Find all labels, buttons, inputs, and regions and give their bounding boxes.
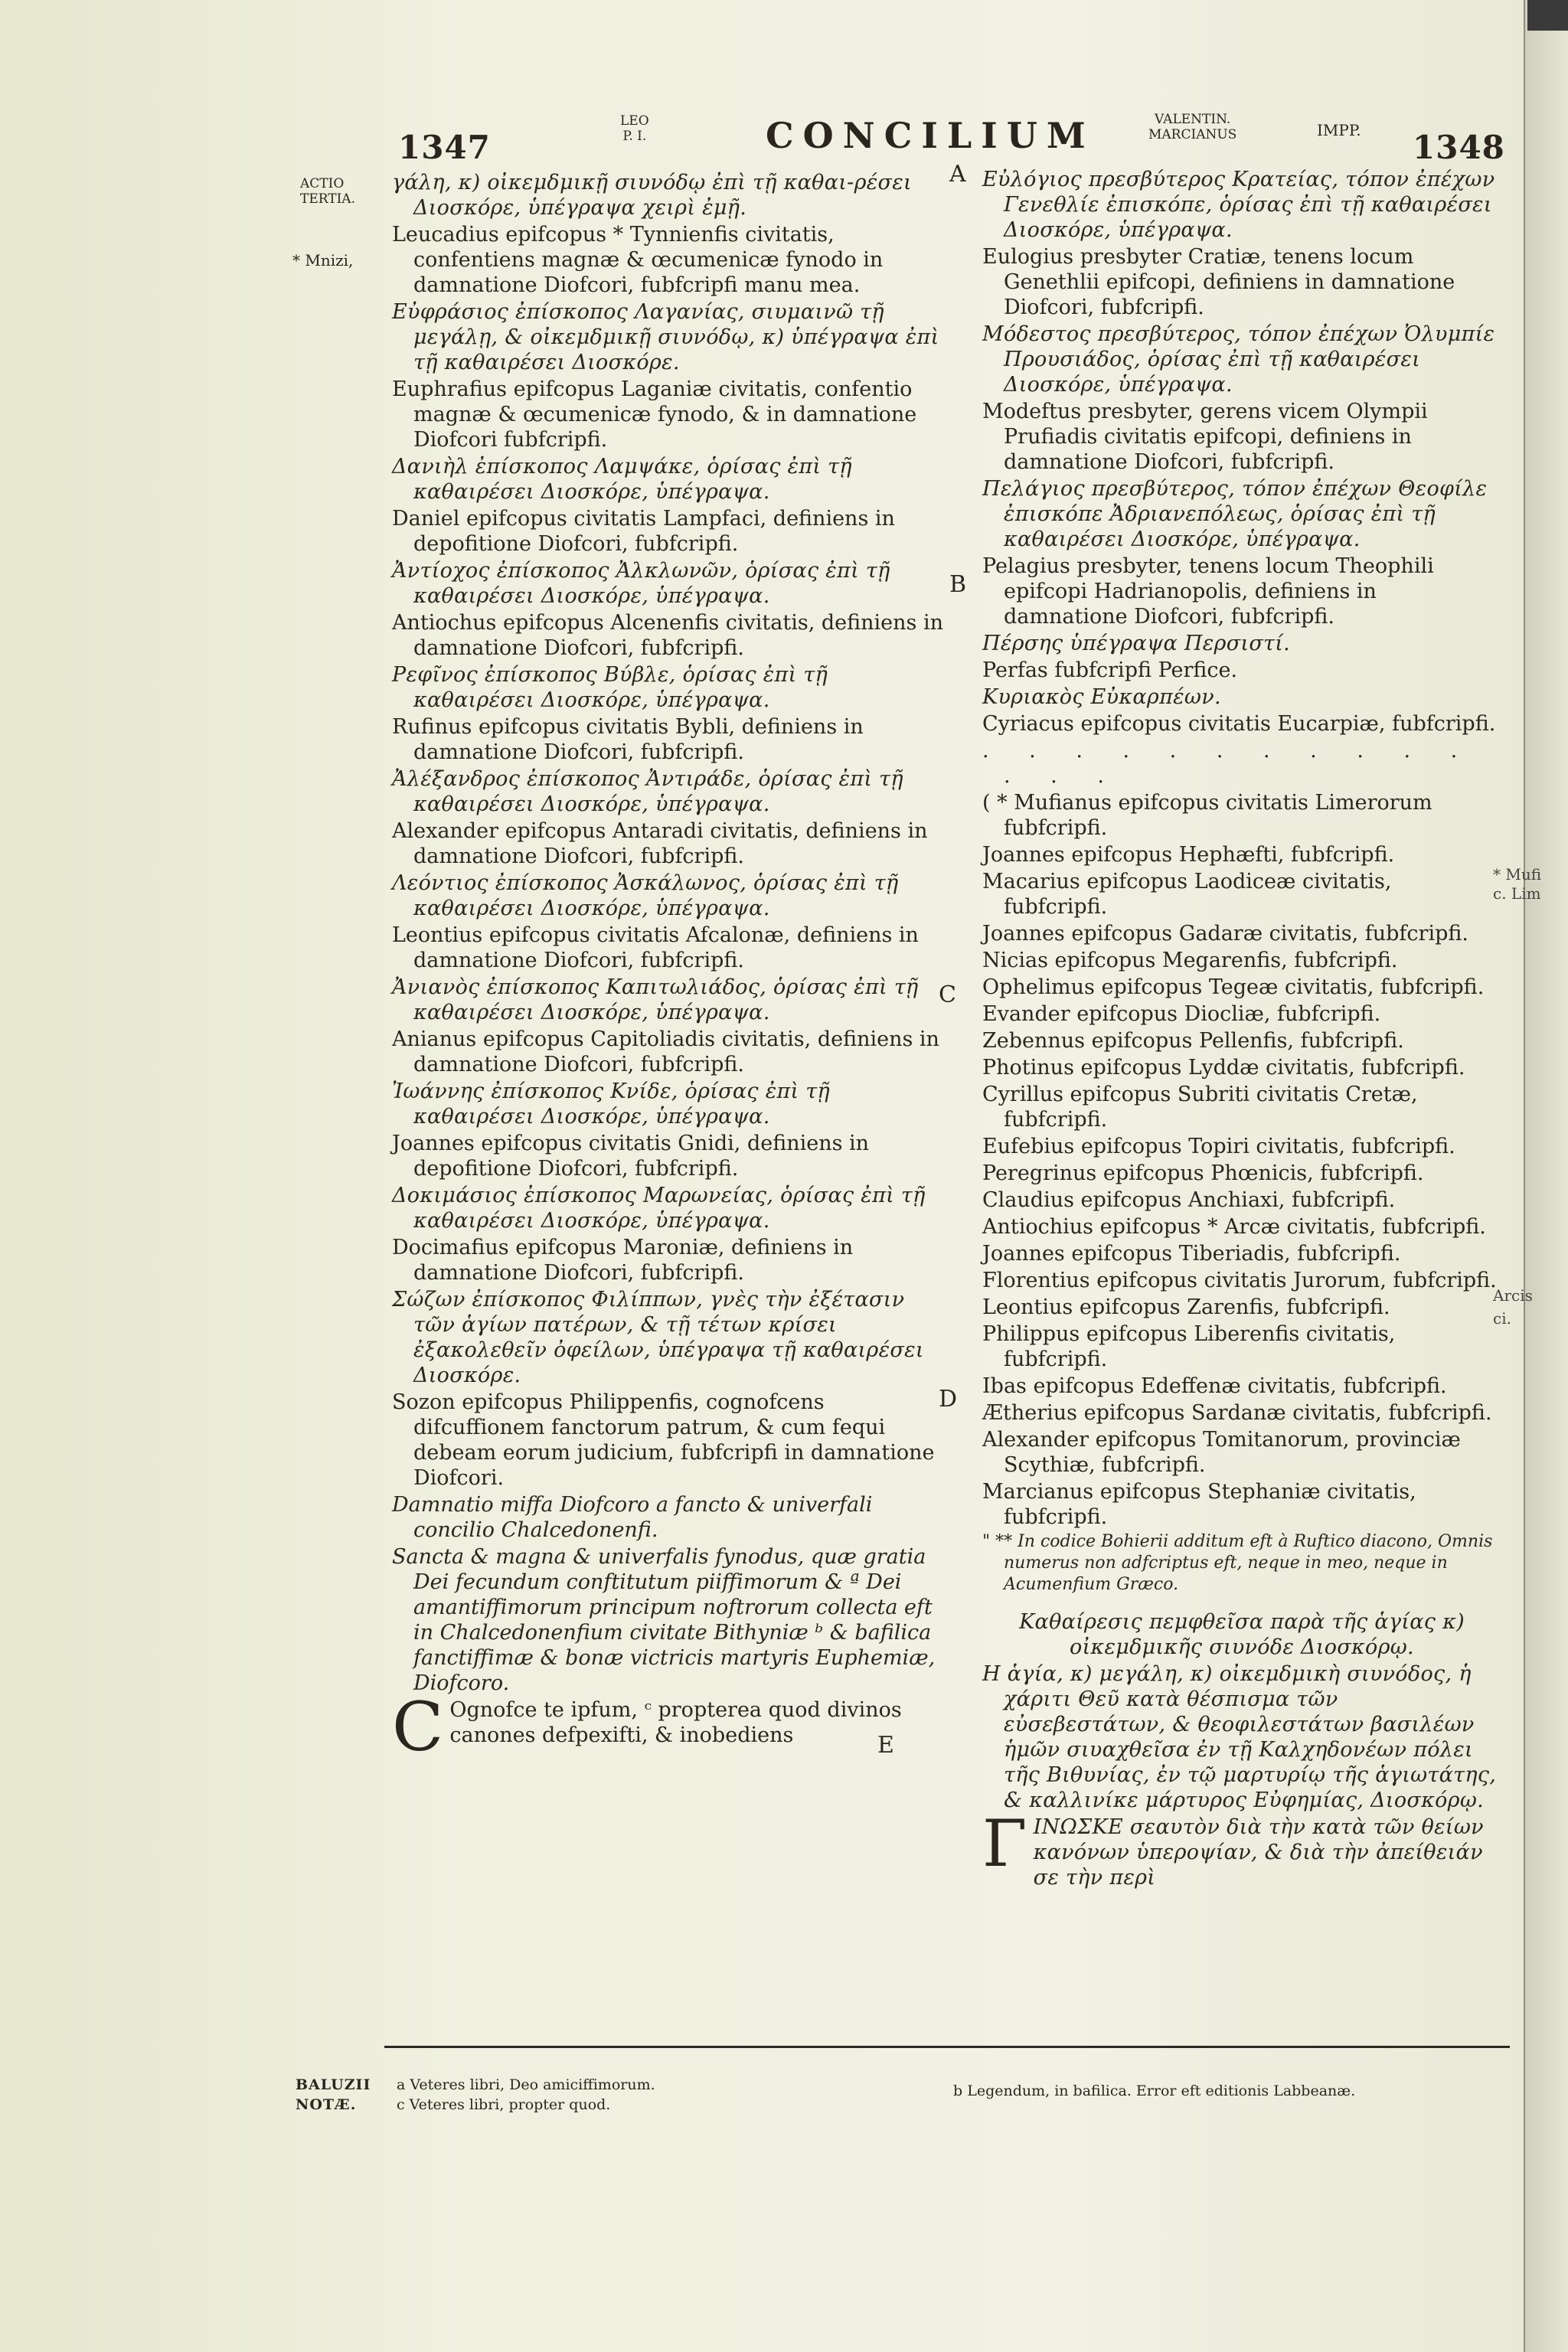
footnote-a: a Veteres libri, Deo amiciffimorum. bbox=[397, 2076, 655, 2093]
header-note-left-top: LEO bbox=[620, 113, 649, 129]
paragraph: γάλη, κ) οἰκεμδμικῇ σιυνόδῳ ἐπὶ τῇ καθαι-ρέσει Διοσκόρε, ὑπέγραψα χειρὶ ἐμῇ. bbox=[392, 171, 912, 220]
paragraph: Πέρσης ὑπέγραψα Περσιστί. bbox=[982, 632, 1291, 655]
paragraph: Perfas fubfcripfi Perfice. bbox=[982, 658, 1238, 682]
header-note-right-top: VALENTIN. bbox=[1155, 112, 1231, 127]
drop-cap: C bbox=[392, 1687, 444, 1766]
paragraph: Zebennus epifcopus Pellenfis, fubfcripfi. bbox=[982, 1029, 1404, 1053]
paragraph: Docimafius epifcopus Maroniæ, definiens in damnatione Diofcori, fubfcripfi. bbox=[392, 1236, 854, 1285]
paragraph: Florentius epifcopus civitatis Jurorum, fubfcripfi. bbox=[982, 1269, 1497, 1292]
paragraph: Leontius epifcopus civitatis Afcalonæ, definiens in damnatione Diofcori, fubfcripfi. bbox=[392, 923, 919, 972]
paragraph: Ætherius epifcopus Sardanæ civitatis, fubfcripfi. bbox=[982, 1401, 1492, 1425]
paragraph: Macarius epifcopus Laodiceæ civitatis, fubfcripfi. bbox=[982, 870, 1392, 919]
omission-dots: . . . . . . . . . . . . . . bbox=[982, 739, 1475, 788]
footnote-label-bottom: NOTÆ. bbox=[296, 2096, 357, 2113]
paragraph: Photinus epifcopus Lyddæ civitatis, fubfcripfi. bbox=[982, 1056, 1465, 1080]
paragraph: Peregrinus epifcopus Phœnicis, fubfcripfi. bbox=[982, 1161, 1424, 1185]
footnote-rule bbox=[384, 2046, 1510, 2048]
margin-label-actio-bottom: TERTIA. bbox=[300, 191, 355, 207]
paragraph: Εὐφράσιος ἐπίσκοπος Λαγανίας, σιυμαινῶ τῇ μεγάλῃ, & οἰκεμδμικῇ σιυνόδῳ, κ) ὑπέγραψα ἐπὶ τῇ καθαιρέσει Διοσκόρε. bbox=[392, 300, 939, 374]
paragraph: Daniel epifcopus civitatis Lampfaci, definiens in depofitione Diofcori, fubfcripfi. bbox=[392, 507, 895, 556]
footnote-c: c Veteres libri, propter quod. bbox=[397, 2096, 611, 2113]
paragraph: Joannes epifcopus Gadaræ civitatis, fubfcripfi. bbox=[982, 922, 1468, 946]
paragraph: Eufebius epifcopus Topiri civitatis, fubfcripfi. bbox=[982, 1135, 1455, 1158]
section-letter-b: B bbox=[949, 571, 967, 598]
right-margin-note-1: * Mufi bbox=[1493, 865, 1542, 884]
footnote-b: b Legendum, in bafilica. Error eft editionis Labbeanæ. bbox=[953, 2082, 1356, 2099]
paragraph: Πελάγιος πρεσβύτερος, τόπον ἐπέχων Θεοφίλε ἐπισκόπε Ἀδριανεπόλεως, ὁρίσας ἐπὶ τῇ καθαιρέσει Διοσκόρε, ὑπέγραψα. bbox=[982, 477, 1488, 551]
margin-star-note: * Mnizi, bbox=[292, 251, 354, 270]
editorial-note: " ** In codice Bohierii additum eft à Ruftico diacono, Omnis numerus non adfcriptus eft, neque in meo, neque in Acumenfium Græco. bbox=[982, 1532, 1493, 1594]
header-note-right-bottom: MARCIANUS bbox=[1148, 127, 1237, 142]
paragraph: Alexander epifcopus Tomitanorum, provinciæ Scythiæ, fubfcripfi. bbox=[982, 1428, 1461, 1477]
margin-label-actio bbox=[300, 176, 355, 207]
greek-text bbox=[982, 1806, 1501, 1890]
footnote-label bbox=[296, 2075, 371, 2115]
header-note-left-bottom: P. I. bbox=[622, 129, 647, 144]
damnatio-address: Sancta & magna & univerfalis fynodus, quæ gratia Dei fecundum conftitutum piiffimorum & ª Dei amantiffimorum principum noftrorum collecta eft in Chalcedonenfium civitate Bithyniæ ᵇ & bafilica fanctiffimæ & bonæ victricis martyris Euphemiæ, Diofcoro. bbox=[392, 1545, 936, 1695]
paragraph: Evander epifcopus Diocliæ, fubfcripfi. bbox=[982, 1002, 1381, 1026]
greek-heading: Καθαίρεσις πεμφθεῖσα παρὰ τῆς ἁγίας κ) οἰκεμδμικῆς σιυνόδε Διοσκόρῳ. bbox=[1019, 1610, 1465, 1659]
page-number-left: 1347 bbox=[398, 129, 491, 166]
right-margin-note-4: ci. bbox=[1493, 1309, 1511, 1328]
paragraph: Alexander epifcopus Antaradi civitatis, definiens in damnatione Diofcori, fubfcripfi. bbox=[392, 819, 928, 868]
paragraph: Nicias epifcopus Megarenfis, fubfcripfi. bbox=[982, 949, 1398, 972]
section-letter-c: C bbox=[939, 982, 956, 1008]
drop-cap-greek: Γ bbox=[982, 1806, 1027, 1881]
paragraph: Ophelimus epifcopus Tegeæ civitatis, fubfcripfi. bbox=[982, 975, 1485, 999]
adjacent-page-edge bbox=[1524, 0, 1568, 2352]
paragraph: Leucadius epifcopus * Tynnienfis civitatis, confentiens magnæ & œcumenicæ fynodo in damnatione Diofcori, fubfcripfi manu mea. bbox=[392, 223, 884, 297]
paragraph: Philippus epifcopus Liberenfis civitatis, fubfcripfi. bbox=[982, 1322, 1396, 1371]
paragraph: Ἰωάννης ἐπίσκοπος Κνίδε, ὁρίσας ἐπὶ τῇ καθαιρέσει Διοσκόρε, ὑπέγραψα. bbox=[392, 1080, 831, 1129]
paragraph: Ἀντίοχος ἐπίσκοπος Ἀλκλωνῶν, ὁρίσας ἐπὶ τῇ καθαιρέσει Διοσκόρε, ὑπέγραψα. bbox=[392, 559, 890, 608]
right-margin-note-3: Arcis bbox=[1493, 1286, 1533, 1305]
scan-corner-shadow bbox=[1527, 0, 1568, 31]
footnotes-left bbox=[397, 2075, 655, 2115]
paragraph: ( * Mufianus epifcopus civitatis Limerorum fubfcripfi. bbox=[982, 791, 1432, 840]
paragraph: Modeftus presbyter, gerens vicem Olympii Prufiadis civitatis epifcopi, definiens in damnatione Diofcori, fubfcripfi. bbox=[982, 400, 1428, 474]
paragraph: Claudius epifcopus Anchiaxi, fubfcripfi. bbox=[982, 1188, 1396, 1212]
header-note-left bbox=[620, 113, 649, 144]
paragraph: Λεόντιος ἐπίσκοπος Ἀσκάλωνος, ὁρίσας ἐπὶ τῇ καθαιρέσει Διοσκόρε, ὑπέγραψα. bbox=[392, 871, 899, 920]
header-note-side: IMPP. bbox=[1317, 121, 1361, 139]
section-letter-d: D bbox=[939, 1386, 958, 1413]
paragraph: Joannes epifcopus civitatis Gnidi, definiens in depofitione Diofcori, fubfcripfi. bbox=[392, 1132, 870, 1181]
section-letter-e: E bbox=[877, 1732, 894, 1759]
damnatio-heading: Damnatio miffa Diofcoro a fancto & univerfali concilio Chalcedonenfi. bbox=[392, 1493, 873, 1542]
section-letter-a: A bbox=[949, 161, 966, 188]
paragraph: Ibas epifcopus Edeffenæ civitatis, fubfcripfi. bbox=[982, 1374, 1447, 1398]
paragraph: Antiochus epifcopus Alcenenfis civitatis, definiens in damnatione Diofcori, fubfcripfi. bbox=[392, 611, 944, 660]
greek-text-body: ΙΝΩΣΚΕ σεαυτὸν διὰ τὴν κατὰ τῶν θείων κανόνων ὑπεροψίαν, & διὰ τὴν ἀπείθειάν σε τὴν περὶ bbox=[1033, 1815, 1484, 1890]
damnatio-text bbox=[392, 1687, 945, 1766]
paragraph: Μόδεστος πρεσβύτερος, τόπον ἐπέχων Ὀλυμπίε Προυσιάδος, ὁρίσας ἐπὶ τῇ καθαιρέσει Διοσκόρε, ὑπέγραψα. bbox=[982, 322, 1495, 397]
paragraph: Σώζων ἐπίσκοπος Φιλίππων, γνὲς τὴν ἐξέτασιν τῶν ἁγίων πατέρων, & τῇ τέτων κρίσει ἐξακολεθεῖν ὀφείλων, ὑπέγραψα τῇ καθαιρέσει Διοσκόρε. bbox=[392, 1288, 924, 1387]
paragraph: Δανιὴλ ἐπίσκοπος Λαμψάκε, ὁρίσας ἐπὶ τῇ καθαιρέσει Διοσκόρε, ὑπέγραψα. bbox=[392, 455, 852, 504]
damnatio-text-body: Ognofce te ipfum, ᶜ propterea quod divinos canones defpexifti, & inobediens bbox=[449, 1698, 902, 1747]
paragraph: Eulogius presbyter Cratiæ, tenens locum Genethlii epifcopi, definiens in damnatione Diofcori, fubfcripfi. bbox=[982, 245, 1455, 319]
running-title: CONCILIUM bbox=[766, 115, 1095, 156]
left-column bbox=[392, 170, 945, 1766]
paragraph: Κυριακὸς Εὐκαρπέων. bbox=[982, 685, 1221, 709]
paragraph: Joannes epifcopus Hephæfti, fubfcripfi. bbox=[982, 843, 1395, 867]
paragraph: Rufinus epifcopus civitatis Bybli, definiens in damnatione Diofcori, fubfcripfi. bbox=[392, 715, 864, 764]
paragraph: Anianus epifcopus Capitoliadis civitatis, definiens in damnatione Diofcori, fubfcripfi. bbox=[392, 1027, 939, 1076]
margin-label-actio-top: ACTIO bbox=[300, 176, 345, 191]
paragraph: Euphrafius epifcopus Laganiæ civitatis, confentio magnæ & œcumenicæ fynodo, & in damnatione Diofcori fubfcripfi. bbox=[392, 377, 917, 452]
paragraph: Joannes epifcopus Tiberiadis, fubfcripfi. bbox=[982, 1242, 1401, 1266]
greek-address: Η ἁγία, κ) μεγάλη, κ) οἰκεμδμικὴ σιυνόδος, ἡ χάριτι Θεῦ κατὰ θέσπισμα τῶν εὐσεβεστάτων, & θεοφιλεστάτων βασιλέων ἡμῶν σιυαχθεῖσα ἐν τῇ Καλχηδονέων πόλει τῆς Βιθυνίας, ἐν τῷ μαρτυρίῳ τῆς ἁγιωτάτης, & καλλινίκε μάρτυρος Εὐφημίας, Διοσκόρῳ. bbox=[982, 1662, 1497, 1812]
paragraph: Εὐλόγιος πρεσβύτερος Κρατείας, τόπον ἐπέχων Γενεθλίε ἐπισκόπε, ὁρίσας ἐπὶ τῇ καθαιρέσει Διοσκόρε, ὑπέγραψα. bbox=[982, 168, 1495, 242]
paragraph: Cyrillus epifcopus Subriti civitatis Cretæ, fubfcripfi. bbox=[982, 1083, 1418, 1132]
paragraph: Sozon epifcopus Philippenfis, cognofcens difcuffionem fanctorum patrum, & cum fequi debeam eorum judicium, fubfcripfi in damnatione Diofcori. bbox=[392, 1390, 935, 1490]
footnote-label-top: BALUZII bbox=[296, 2076, 371, 2093]
paragraph: Cyriacus epifcopus civitatis Eucarpiæ, fubfcripfi. bbox=[982, 712, 1496, 736]
paragraph: Δοκιμάσιος ἐπίσκοπος Μαρωνείας, ὁρίσας ἐπὶ τῇ καθαιρέσει Διοσκόρε, ὑπέγραψα. bbox=[392, 1184, 926, 1233]
paragraph: Antiochius epifcopus * Arcæ civitatis, fubfcripfi. bbox=[982, 1215, 1486, 1239]
right-margin-note-2: c. Lim bbox=[1493, 884, 1541, 903]
right-column bbox=[982, 167, 1501, 1892]
page-number-right: 1348 bbox=[1413, 129, 1505, 166]
paragraph: Pelagius presbyter, tenens locum Theophili epifcopi Hadrianopolis, definiens in damnatione Diofcori, fubfcripfi. bbox=[982, 554, 1434, 629]
paragraph: Ρεφῖνος ἐπίσκοπος Βύβλε, ὁρίσας ἐπὶ τῇ καθαιρέσει Διοσκόρε, ὑπέγραψα. bbox=[392, 663, 828, 712]
paragraph: Ἀλέξανδρος ἐπίσκοπος Ἀντιράδε, ὁρίσας ἐπὶ τῇ καθαιρέσει Διοσκόρε, ὑπέγραψα. bbox=[392, 767, 903, 816]
header-note-right bbox=[1148, 112, 1236, 142]
paragraph: Leontius epifcopus Zarenfis, fubfcripfi. bbox=[982, 1295, 1390, 1319]
paragraph: Marcianus epifcopus Stephaniæ civitatis, fubfcripfi. bbox=[982, 1480, 1416, 1529]
paragraph: Ἀνιανὸς ἐπίσκοπος Καπιτωλιάδος, ὁρίσας ἐπὶ τῇ καθαιρέσει Διοσκόρε, ὑπέγραψα. bbox=[392, 975, 919, 1024]
